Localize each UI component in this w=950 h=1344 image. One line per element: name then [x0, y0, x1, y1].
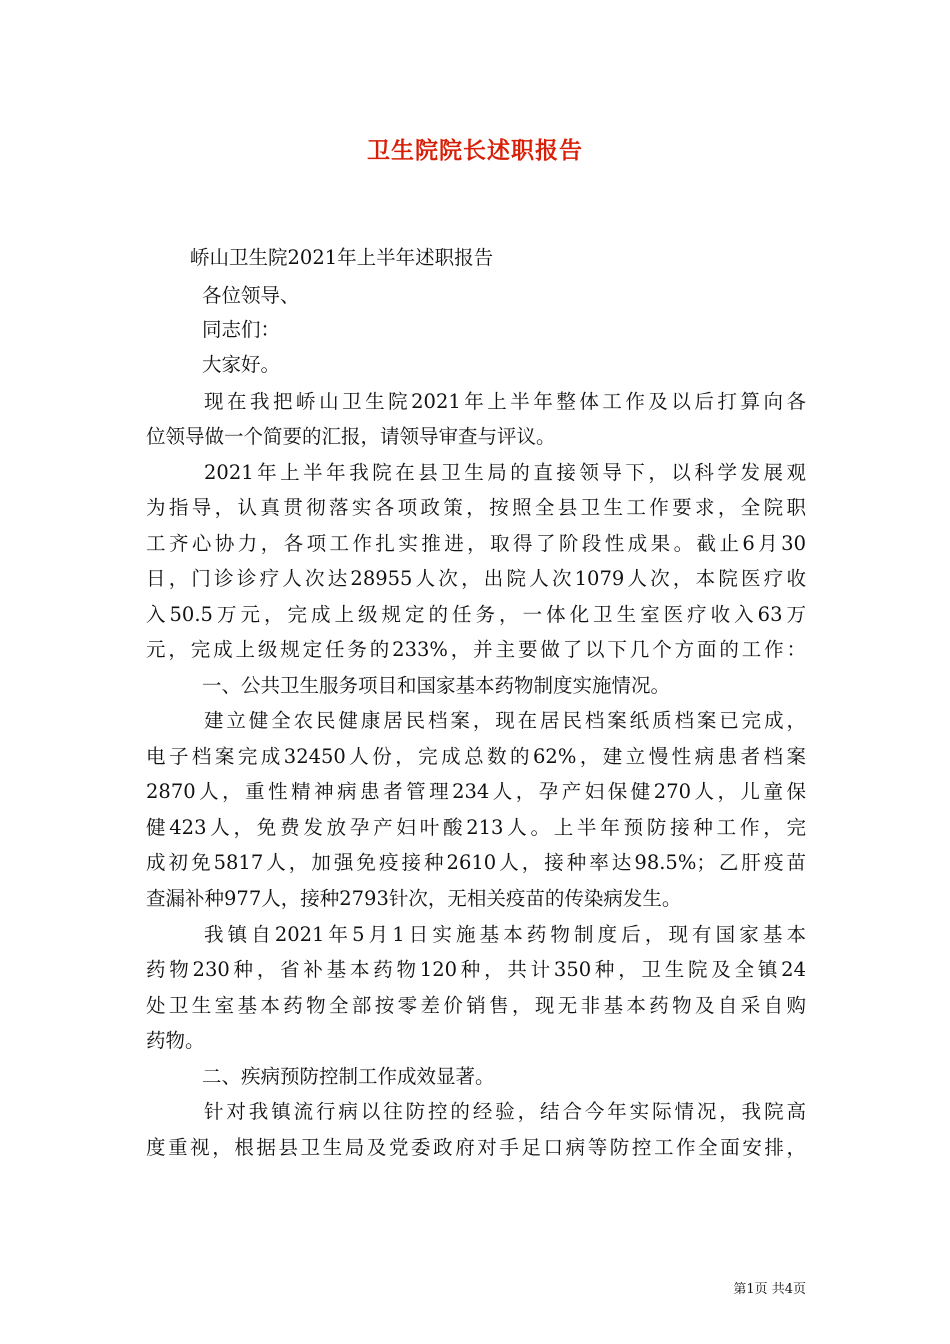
- paragraph-line: 针对我镇流行病以往防控的经验，结合今年实际情况，我院高: [204, 1100, 806, 1123]
- page-number: 第1页 共4页: [733, 1282, 806, 1297]
- salutation-line: 各位领导、: [202, 284, 300, 307]
- paragraph-line: 电子档案完成32450人份，完成总数的62%，建立慢性病患者档案: [146, 745, 806, 768]
- paragraph-line: 现在我把峤山卫生院2021年上半年整体工作及以后打算向各: [204, 390, 806, 413]
- paragraph-line: 药物。: [146, 1029, 205, 1052]
- paragraph-line: 日，门诊诊疗人次达28955人次，出院人次1079人次，本院医疗收: [146, 567, 806, 590]
- paragraph-line: 度重视，根据县卫生局及党委政府对手足口病等防控工作全面安排，: [146, 1136, 806, 1159]
- paragraph-line: 2870人，重性精神病患者管理234人，孕产妇保健270人，儿童保: [146, 780, 806, 803]
- greeting-line: 大家好。: [202, 353, 281, 376]
- section-heading: 二、疾病预防控制工作成效显著。: [202, 1065, 495, 1088]
- paragraph-line: 工齐心协力，各项工作扎实推进，取得了阶段性成果。截止6月30: [146, 532, 806, 555]
- paragraph-line: 2021年上半年我院在县卫生局的直接领导下，以科学发展观: [204, 461, 806, 484]
- paragraph-line: 处卫生室基本药物全部按零差价销售，现无非基本药物及自采自购: [146, 994, 806, 1017]
- section-heading: 一、公共卫生服务项目和国家基本药物制度实施情况。: [202, 674, 671, 697]
- paragraph-line: 成初免5817人，加强免疫接种2610人，接种率达98.5%；乙肝疫苗: [146, 851, 806, 874]
- document-title: 卫生院院长述职报告: [367, 137, 583, 164]
- salutation-line: 同志们：: [202, 318, 281, 341]
- paragraph-line: 健423人，免费发放孕产妇叶酸213人。上半年预防接种工作，完: [146, 816, 806, 839]
- paragraph-line: 为指导，认真贯彻落实各项政策，按照全县卫生工作要求，全院职: [146, 496, 806, 519]
- paragraph-line: 查漏补种977人，接种2793针次，无相关疫苗的传染病发生。: [146, 887, 682, 910]
- paragraph-line: 建立健全农民健康居民档案，现在居民档案纸质档案已完成，: [204, 709, 806, 732]
- paragraph-line: 位领导做一个简要的汇报，请领导审查与评议。: [146, 425, 556, 448]
- paragraph-line: 入50.5万元，完成上级规定的任务，一体化卫生室医疗收入63万: [146, 603, 806, 626]
- paragraph-line: 我镇自2021年5月1日实施基本药物制度后，现有国家基本: [204, 923, 806, 946]
- paragraph-line: 药物230种，省补基本药物120种，共计350种，卫生院及全镇24: [146, 958, 806, 981]
- report-subtitle: 峤山卫生院2021年上半年述职报告: [190, 246, 494, 269]
- paragraph-line: 元，完成上级规定任务的233%，并主要做了以下几个方面的工作：: [146, 638, 806, 661]
